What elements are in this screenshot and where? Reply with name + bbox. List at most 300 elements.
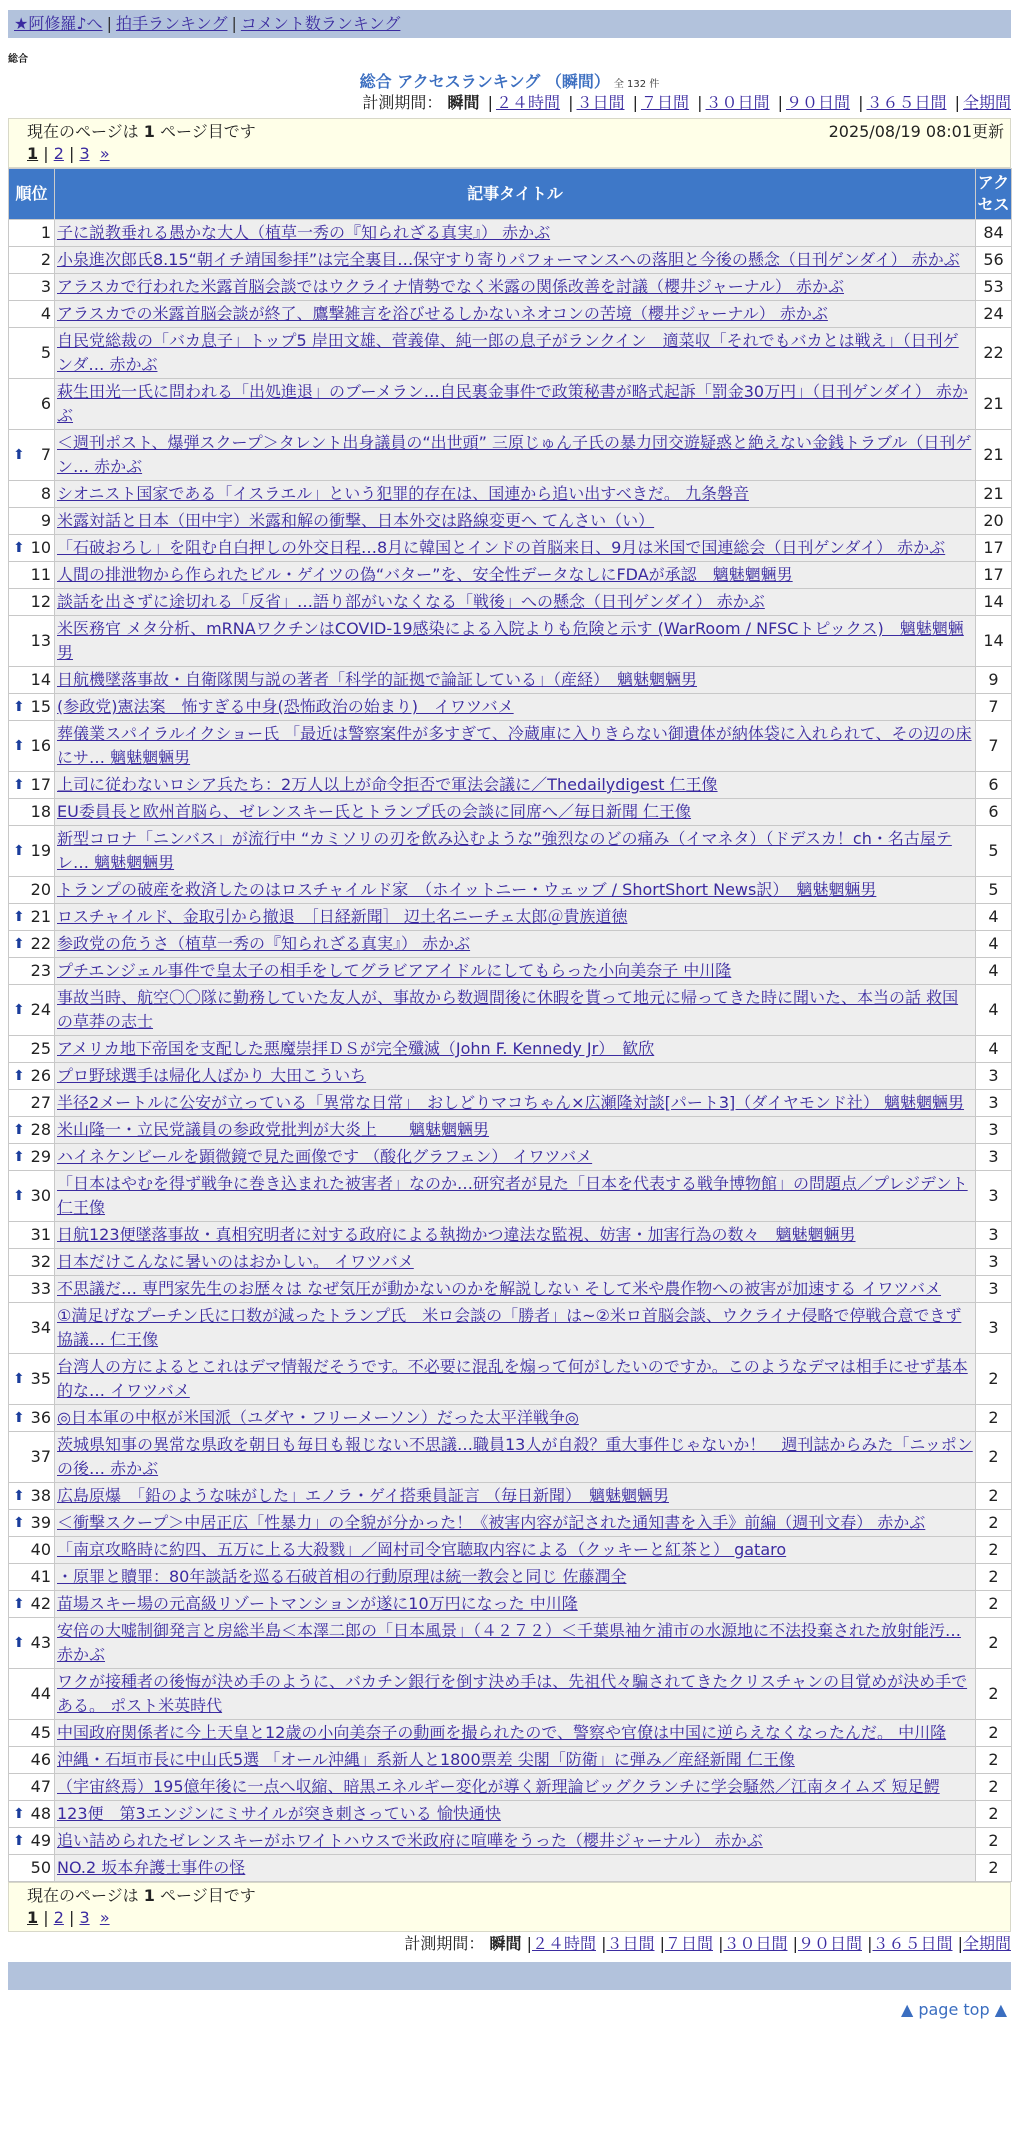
article-link[interactable]: 半径2メートルに公安が立っている「異常な日常」 おしどりマコちゃん×広瀬隆対談[パート3]（ダイヤモンド社） 魑魅魍魎男 [57,1093,965,1112]
article-link[interactable]: 「石破おろし」を阻む自白押しの外交日程…8月に韓国とインドの首脳来日、9月は米国で国連総会（日刊ゲンダイ） 赤かぶ [57,538,946,557]
rank-cell [9,274,55,301]
rank-up-icon: ⬆ [13,1833,25,1849]
article-link[interactable]: 葬儀業スパイラルイクショー氏 「最近は警察案件が多すぎて、冷蔵庫に入りきらない御遺体が納体袋に入れられて、その辺の床にサ… 魑魅魍魎男 [57,724,972,767]
access-count: 84 [976,220,1012,247]
access-count: 24 [976,301,1012,328]
title-cell [55,301,976,328]
article-link[interactable]: 安倍の大嘘制御発言と房総半島＜本澤二郎の「日本風景」（４２７２）＜千葉県袖ケ浦市の水源地に不法投棄された放射能汚… 赤かぶ [57,1621,962,1664]
rank-number: 40 [30,1540,51,1559]
rank-up-icon: ⬆ [13,1122,25,1138]
access-count: 4 [976,1036,1012,1063]
rank-up-icon: ⬆ [13,1188,25,1204]
article-link[interactable]: 萩生田光一氏に問われる「出処進退」のブーメラン…自民裏金事件で政策秘書が略式起訴「罰金30万円」（日刊ゲンダイ） 赤かぶ [57,382,968,425]
rank-up-icon: ⬆ [13,699,25,715]
period-7d-link[interactable]: ７日間 [640,93,689,112]
title-cell [55,1090,976,1117]
title-cell [55,904,976,931]
title-cell [55,1171,976,1222]
article-link[interactable]: 沖縄・石垣市長に中山氏5選 「オール沖縄」系新人と1800票差 尖閣「防衛」に弾み／産経新聞 仁王像 [57,1750,795,1769]
table-row [9,1801,1012,1828]
rank-number: 33 [30,1279,51,1298]
title-cell [55,667,976,694]
rank-cell [9,1090,55,1117]
title-cell [55,721,976,772]
article-link[interactable]: プチエンジェル事件で皇太子の相手をしてグラビアアイドルにしてもらった小向美奈子 中川隆 [57,961,732,980]
period-separator: | [659,1934,665,1953]
rank-cell [9,1249,55,1276]
access-count: 17 [976,535,1012,562]
title-cell [55,1117,976,1144]
period-separator: | [954,93,960,112]
access-count: 2 [976,1828,1012,1855]
pager-top: 1 | 2 | 3 » [27,144,110,163]
category-label: 総合 [8,54,28,65]
title-cell [55,1036,976,1063]
article-link[interactable]: ＜週刊ポスト、爆弾スクープ＞タレント出身議員の“出世頭” 三原じゅん子氏の暴力団交遊疑惑と絶えない金銭トラブル（日刊ゲン… 赤かぶ [57,433,972,476]
ranking-title: 総合 アクセスランキング （瞬間） [359,72,610,91]
rank-number: 10 [30,538,51,557]
period-separator: | [867,1934,873,1953]
access-count: 2 [976,1774,1012,1801]
rank-cell [9,667,55,694]
title-cell [55,958,976,985]
article-link[interactable]: 新型コロナ「ニンバス」が流行中 “カミソリの刃を飲み込むような”強烈なのどの痛み（イマネタ）（ドデスカ！ch・名古屋テレ… 魑魅魍魎男 [57,829,952,872]
table-row [9,772,1012,799]
period-3d-link[interactable]: ３日間 [606,1934,655,1953]
access-count: 7 [976,694,1012,721]
pager-next[interactable]: » [99,1908,110,1927]
article-link[interactable]: （宇宙終焉）195億年後に一点へ収縮、暗黒エネルギー変化が導く新理論ビッグクランチに学会騒然／江南タイムズ 短足鰐 [57,1777,940,1796]
access-count: 14 [976,616,1012,667]
rank-number: 19 [30,841,51,860]
table-row [9,1537,1012,1564]
title-cell [55,1222,976,1249]
rank-number: 46 [30,1750,51,1769]
title-cell [55,694,976,721]
article-link[interactable]: 123便 第3エンジンにミサイルが突き刺さっている 愉快通快 [57,1804,501,1823]
table-header-row [9,169,1012,220]
article-link[interactable]: アラスカでの米露首脳会談が終了、鷹撃雑言を浴びせるしかないネオコンの苦境（櫻井ジャーナル） 赤かぶ [57,304,828,323]
table-row [9,1720,1012,1747]
title-cell [55,430,976,481]
access-count: 3 [976,1063,1012,1090]
period-separator: | [568,93,574,112]
rank-cell [9,430,55,481]
rank-up-icon: ⬆ [13,843,25,859]
rank-cell [9,1828,55,1855]
access-count: 2 [976,1720,1012,1747]
article-link[interactable]: 追い詰められたゼレンスキーがホワイトハウスで米政府に喧嘩をうった（櫻井ジャーナル） 赤かぶ [57,1831,763,1850]
pager-current: 1 [27,144,39,163]
rank-up-icon: ⬆ [13,1149,25,1165]
title-cell [55,274,976,301]
table-row [9,430,1012,481]
rank-cell [9,1036,55,1063]
article-link[interactable]: ＜衝撃スクープ＞中居正広「性暴力」の全貌が分かった！《被害内容が記された通知書を入手》前編（週刊文春） 赤かぶ [57,1513,926,1532]
article-link[interactable]: 談話を出さずに途切れる「反省」…語り部がいなくなる「戦後」への懸念（日刊ゲンダイ） 赤かぶ [57,592,765,611]
table-row [9,1063,1012,1090]
title-cell [55,1249,976,1276]
table-row [9,379,1012,430]
rank-cell [9,589,55,616]
rank-number: 4 [40,304,51,323]
article-link[interactable]: 日航機墜落事故・自衛隊関与説の著者「科学的証拠で論証している」（産経） 魑魅魍魎男 [57,670,698,689]
period-selector-bottom [8,1932,1011,1956]
table-row [9,1669,1012,1720]
rank-up-icon: ⬆ [13,1515,25,1531]
rank-cell [9,958,55,985]
rank-number: 13 [30,631,51,650]
access-count: 20 [976,508,1012,535]
rank-cell [9,904,55,931]
rank-number: 44 [30,1684,51,1703]
period-24h-link[interactable]: ２４時間 [531,1934,596,1953]
rank-number: 11 [30,565,51,584]
access-count: 2 [976,1591,1012,1618]
title-cell [55,1432,976,1483]
bottom-bar [8,1962,1011,1990]
title-cell [55,562,976,589]
rank-cell [9,799,55,826]
rank-cell [9,772,55,799]
access-count: 2 [976,1405,1012,1432]
period-all-link[interactable]: 全期間 [962,1934,1011,1953]
page-top [8,1996,1011,2024]
table-row [9,616,1012,667]
title-cell [55,1144,976,1171]
title-cell [55,1303,976,1354]
rank-number: 49 [30,1831,51,1850]
period-separator: | [957,1934,963,1953]
rank-number: 17 [30,775,51,794]
title-cell [55,931,976,958]
rank-number: 42 [30,1594,51,1613]
period-365d-link[interactable]: ３６５日間 [872,1934,953,1953]
title-cell [55,1828,976,1855]
rank-cell [9,220,55,247]
access-count: 3 [976,1276,1012,1303]
article-link[interactable]: シオニスト国家である「イスラエル」という犯罪的存在は、国連から追い出すべきだ。 九条磐音 [57,484,749,503]
rank-cell [9,1171,55,1222]
access-count: 2 [976,1483,1012,1510]
title-cell [55,508,976,535]
article-link[interactable]: 茨城県知事の異常な県政を朝日も毎日も報じない不思議…職員13人が自殺？重大事件じゃないか！ 週刊誌からみた「ニッポンの後… 赤かぶ [57,1435,973,1478]
rank-cell [9,1618,55,1669]
article-link[interactable]: ロスチャイルド、金取引から撤退 ［日経新聞］ 辺土名ニーチェ太郎＠貴族道徳 [57,907,628,926]
title-cell [55,1591,976,1618]
table-row [9,508,1012,535]
title-cell [55,1354,976,1405]
title-cell [55,1774,976,1801]
period-90d-link[interactable]: ９０日間 [785,93,850,112]
rank-cell [9,826,55,877]
period-3d-link[interactable]: ３日間 [576,93,625,112]
rank-cell [9,379,55,430]
access-count: 2 [976,1354,1012,1405]
rank-cell [9,1432,55,1483]
title-cell [55,481,976,508]
comment-ranking-link[interactable]: コメント数ランキング [240,14,401,33]
page-status-text: 現在のページは [27,122,144,141]
article-link[interactable]: 事故当時、航空〇〇隊に勤務していた友人が、事故から数週間後に休暇を貰って地元に帰ってきた時に聞いた、本当の話 救国の草莽の志士 [57,988,959,1031]
rank-number: 12 [30,592,51,611]
rank-up-icon: ⬆ [13,1806,25,1822]
rank-number: 21 [30,907,51,926]
title-cell [55,379,976,430]
article-link[interactable]: 日本だけこんなに暑いのはおかしい。 イワツバメ [57,1252,414,1271]
article-link[interactable]: 米山隆一・立民党議員の参政党批判が大炎上 魑魅魍魎男 [57,1120,490,1139]
rank-number: 32 [30,1252,51,1271]
article-link[interactable]: (参政党)憲法案 怖すぎる中身(恐怖政治の始まり) イワツバメ [57,697,514,716]
title-cell [55,1405,976,1432]
rank-number: 3 [40,277,51,296]
table-row [9,1249,1012,1276]
rank-up-icon: ⬆ [13,738,25,754]
access-count: 2 [976,1669,1012,1720]
table-row [9,1591,1012,1618]
rank-up-icon: ⬆ [13,1371,25,1387]
access-count: 2 [976,1537,1012,1564]
rank-cell [9,721,55,772]
article-link[interactable]: 上司に従わないロシア兵たち：2万人以上が命令拒否で軍法会議に／Thedailydigest 仁王像 [57,775,718,794]
rank-cell [9,1801,55,1828]
article-link[interactable]: ①満足げなプーチン氏に口数が減ったトランプ氏 米ロ会談の「勝者」は~②米ロ首脳会談、ウクライナ侵略で停戦合意できず協議… 仁王像 [57,1306,962,1349]
access-count: 21 [976,379,1012,430]
access-count: 4 [976,958,1012,985]
rank-cell [9,1564,55,1591]
rank-cell [9,1510,55,1537]
period-24h-link[interactable]: ２４時間 [495,93,560,112]
title-cell [55,985,976,1036]
period-30d-link[interactable]: ３０日間 [723,1934,788,1953]
rank-cell [9,301,55,328]
title-cell [55,772,976,799]
period-selector-top [8,92,1011,114]
rank-cell [9,1222,55,1249]
access-count: 5 [976,877,1012,904]
pager-next[interactable]: » [99,144,110,163]
article-link[interactable]: 苗場スキー場の元高級リゾートマンションが遂に10万円になった 中川隆 [57,1594,578,1613]
rank-number: 31 [30,1225,51,1244]
period-30d-link[interactable]: ３０日間 [705,93,770,112]
table-row [9,1855,1012,1882]
rank-number: 20 [30,880,51,899]
total-count: 全 132 件 [613,79,660,90]
table-row [9,877,1012,904]
article-link[interactable]: アメリカ地下帝国を支配した悪魔崇拝ＤＳが完全殲滅（John F. Kennedy Jr） 歓欣 [57,1039,655,1058]
title-cell [55,1483,976,1510]
access-count: 3 [976,1090,1012,1117]
table-row [9,721,1012,772]
rank-cell [9,985,55,1036]
page-status-number: 1 [143,122,155,141]
article-link[interactable]: アラスカで行われた米露首脳会談ではウクライナ情勢でなく米露の関係改善を討議（櫻井ジャーナル） 赤かぶ [57,277,845,296]
top-nav-bar [8,10,1011,38]
page-top-link[interactable]: ▲ page top ▲ [900,2000,1007,2019]
rank-number: 16 [30,736,51,755]
rank-cell [9,1063,55,1090]
table-row [9,1222,1012,1249]
title-cell [55,616,976,667]
table-row [9,931,1012,958]
table-row [9,1510,1012,1537]
article-link[interactable]: 不思議だ… 専門家先生のお歴々は なぜ気圧が動かないのかを解説しない そして米や農作物への被害が加速する イワツバメ [57,1279,942,1298]
article-link[interactable]: ・原罪と贖罪：80年談話を巡る石破首相の行動原理は統一教会と同じ 佐藤潤全 [57,1567,627,1586]
table-row [9,1828,1012,1855]
page-info-top [8,118,1011,168]
article-link[interactable]: 「日本はやむを得ず戦争に巻き込まれた被害者」なのか…研究者が見た「日本を代表する戦争博物館」の問題点／プレジデント 仁王像 [57,1174,968,1217]
title-cell [55,1537,976,1564]
rank-up-icon: ⬆ [13,1596,25,1612]
access-count: 3 [976,1117,1012,1144]
access-count: 7 [976,721,1012,772]
nav-separator: | [231,14,237,33]
table-row [9,1774,1012,1801]
article-link[interactable]: 広島原爆 「鉛のような味がした」エノラ・ゲイ搭乗員証言 （毎日新聞） 魑魅魍魎男 [57,1486,669,1505]
table-row [9,1564,1012,1591]
title-cell [55,1618,976,1669]
article-link[interactable]: 「南京攻略時に約四、五万に上る大殺戮」／岡村司令官聴取内容による（クッキーと紅茶と） gataro [57,1540,787,1559]
rank-number: 43 [30,1633,51,1652]
period-365d-link[interactable]: ３６５日間 [866,93,947,112]
rank-cell [9,535,55,562]
rank-up-icon: ⬆ [13,1488,25,1504]
rank-number: 7 [40,445,51,464]
article-link[interactable]: EU委員長と欧州首脳ら、ゼレンスキー氏とトランプ氏の会談に同席へ／毎日新聞 仁王像 [57,802,692,821]
title-cell [55,799,976,826]
rank-number: 45 [30,1723,51,1742]
period-separator: | [777,93,783,112]
article-link[interactable]: ◎日本軍の中枢が米国派（ユダヤ・フリーメーソン）だった太平洋戦争◎ [57,1408,579,1427]
access-count: 5 [976,826,1012,877]
home-link[interactable]: ★阿修羅♪へ [14,14,103,33]
access-count: 3 [976,1249,1012,1276]
article-link[interactable]: 子に説教垂れる愚かな大人（植草一秀の『知られざる真実』） 赤かぶ [57,223,551,242]
title-cell [55,1801,976,1828]
period-all-link[interactable]: 全期間 [962,93,1011,112]
access-count: 3 [976,1171,1012,1222]
article-link[interactable]: 中国政府関係者に今上天皇と12歳の小向美奈子の動画を撮られたので、警察や官僚は中国に逆らえなくなったんだ。 中川隆 [57,1723,947,1742]
rank-number: 37 [30,1447,51,1466]
pager-current: 1 [27,1908,39,1927]
period-7d-link[interactable]: ７日間 [664,1934,713,1953]
rank-cell [9,1144,55,1171]
access-count: 2 [976,1618,1012,1669]
rank-up-icon: ⬆ [13,936,25,952]
title-cell [55,535,976,562]
table-row [9,1747,1012,1774]
rank-number: 38 [30,1486,51,1505]
article-link[interactable]: ハイネケンビールを顕微鏡で見た画像です （酸化グラフェン） イワツバメ [57,1147,593,1166]
page-title [8,72,1011,92]
rank-cell [9,1747,55,1774]
rank-number: 2 [40,250,51,269]
rank-number: 9 [40,511,51,530]
rank-number: 25 [30,1039,51,1058]
rank-number: 26 [30,1066,51,1085]
access-count: 9 [976,667,1012,694]
access-count: 4 [976,904,1012,931]
article-link[interactable]: 米医務官 メタ分析、mRNAワクチンはCOVID-19感染による入院よりも危険と示す (WarRoom / NFSCトピックス) 魑魅魍魎男 [57,619,964,662]
article-link[interactable]: NO.2 坂本弁護士事件の怪 [57,1858,246,1877]
title-cell [55,1564,976,1591]
access-count: 14 [976,589,1012,616]
article-link[interactable]: プロ野球選手は帰化人ばかり 大田こういち [57,1066,367,1085]
rank-number: 28 [30,1120,51,1139]
title-cell [55,247,976,274]
applause-ranking-link[interactable]: 拍手ランキング [115,14,228,33]
title-cell [55,1063,976,1090]
period-label: 計測期間： [404,1934,485,1953]
rank-cell [9,1405,55,1432]
pager-link-3[interactable]: 3 [79,1908,90,1927]
title-cell [55,1510,976,1537]
rank-number: 39 [30,1513,51,1532]
period-separator: | [718,1934,724,1953]
rank-number: 34 [30,1318,51,1337]
table-row [9,589,1012,616]
article-link[interactable]: 小泉進次郎氏8.15“朝イチ靖国参拝”は完全裏目…保守すり寄りパフォーマンスへの落胆と今後の懸念（日刊ゲンダイ） 赤かぶ [57,250,960,269]
rank-cell [9,616,55,667]
article-link[interactable]: 人間の排泄物から作られたビル・ゲイツの偽“バター”を、安全性データなしにFDAが承認 魑魅魍魎男 [57,565,793,584]
pager-link-2[interactable]: 2 [53,144,64,163]
title-cell [55,1747,976,1774]
article-link[interactable]: 米露対話と日本（田中宇）米露和解の衝撃、日本外交は路線変更へ てんさい（い） [57,511,655,530]
period-separator: | [792,1934,798,1953]
rank-cell [9,1537,55,1564]
period-90d-link[interactable]: ９０日間 [797,1934,862,1953]
rank-up-icon: ⬆ [13,1068,25,1084]
article-link[interactable]: トランプの破産を救済したのはロスチャイルド家 （ホイットニー・ウェッブ / ShortShort News訳） 魑魅魍魎男 [57,880,877,899]
period-current: 瞬間 [489,1934,522,1953]
rank-cell [9,694,55,721]
article-link[interactable]: 自民党総裁の「バカ息子」トップ5 岸田文雄、菅義偉、純一郎の息子がランクイン 適菜収「それでもバカとは戦え」（日刊ゲンダ… 赤かぶ [57,331,959,374]
period-current: 瞬間 [447,93,480,112]
article-link[interactable]: 参政党の危うさ（植草一秀の『知られざる真実』） 赤かぶ [57,934,471,953]
rank-cell [9,1720,55,1747]
rank-number: 23 [30,961,51,980]
period-separator: | [526,1934,532,1953]
access-count: 2 [976,1855,1012,1882]
rank-cell [9,328,55,379]
rank-number: 8 [40,484,51,503]
page-status-number: 1 [143,1886,155,1905]
rank-number: 22 [30,934,51,953]
period-separator: | [858,93,864,112]
pager-link-3[interactable]: 3 [79,144,90,163]
page [8,10,1011,2024]
rank-cell [9,1591,55,1618]
header-access: アクセス [976,169,1012,220]
page-status-text: ページ目です [154,1886,256,1905]
page-status-text: ページ目です [154,122,256,141]
pager-link-2[interactable]: 2 [53,1908,64,1927]
table-row [9,301,1012,328]
article-link[interactable]: ワクが接種者の後悔が決め手のように、バカチン銀行を倒す決め手は、先祖代々騙されてきたクリスチャンの目覚めが決め手である。 ポスト米英時代 [57,1672,968,1715]
rank-up-icon: ⬆ [13,1002,25,1018]
rank-up-icon: ⬆ [13,540,25,556]
table-row [9,1276,1012,1303]
rank-cell [9,877,55,904]
article-link[interactable]: 台湾人の方によるとこれはデマ情報だそうです。不必要に混乱を煽って何がしたいのですか。このようなデマは相手にせず基本的な… イワツバメ [57,1357,968,1400]
access-count: 21 [976,430,1012,481]
title-cell [55,220,976,247]
rank-cell [9,1855,55,1882]
rank-cell [9,562,55,589]
rank-number: 41 [30,1567,51,1586]
article-link[interactable]: 日航123便墜落事故・真相究明者に対する政府による執拗かつ違法な監視、妨害・加害行為の数々 魑魅魍魎男 [57,1225,856,1244]
rank-cell [9,931,55,958]
